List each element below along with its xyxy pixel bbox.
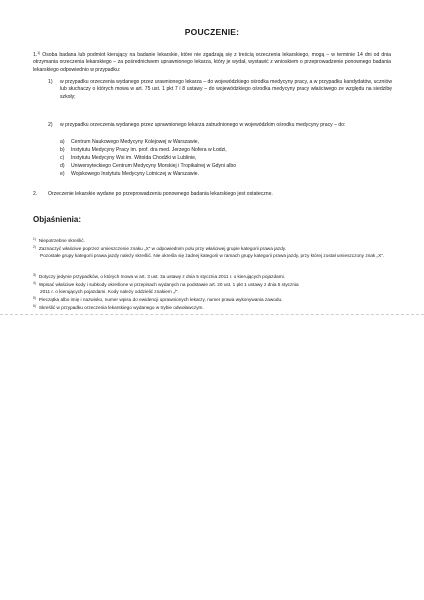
item-1-text: w przypadku orzeczenia wydanego przez urawnionego lekarza – do wojewódzkiego ośrodka medycyny pracy, a w przypadku kandydatów, uczniów lub słuchaczy o których mowa w art. 75 ust. 1 pkt 7 i 8 ustawy – do wojewódzkiego ośrodka medycyny pracy właściwego ze względu na siedzibę szkoły; xyxy=(60,79,392,100)
item-2-text: w przypadku orzeczenia wydanego przez uprawnionego lekarza zatrudnionego w wojewódzkim ośrodku medycyny pracy – do: xyxy=(60,122,346,128)
footnote-text-continued: Pozostałe grupy kategorii prawa jazdy należy skreślić. Nie określa się żadnej kategorii w ramach grupy kategorii prawa jazdy, przy której został umieszczony znak „X”. xyxy=(40,252,385,258)
footnote-ref: 1) xyxy=(37,51,41,55)
subitem-letter: b) xyxy=(60,147,65,153)
paragraph-1 xyxy=(33,50,391,74)
footnote-text: Niepotrzebne skreślić. xyxy=(38,238,85,243)
item-1-number: 1) xyxy=(48,79,53,85)
item-2-number: 2) xyxy=(48,122,53,128)
page-title: POUCZENIE: xyxy=(184,27,240,37)
subitem-b xyxy=(60,147,227,155)
subitem-letter: c) xyxy=(60,155,65,161)
paragraph-2-marker: 2. xyxy=(33,191,38,197)
footnote-mark: 5) xyxy=(33,296,36,300)
subitem-text: Instytutu Medycyny Wsi im. Witolda Chodźki w Lublinie, xyxy=(71,155,197,161)
explanations-heading: Objaśnienia: xyxy=(33,215,82,224)
footnote-mark: 1) xyxy=(33,237,36,241)
paragraph-1-text: Osoba badana lub podmiot kierujący na badanie lekarskie, które nie zgadzają się z treścią orzeczenia lekarskiego, mogą – w terminie 14 dni od dnia otrzymania orzeczenia lekarskiego – za pośrednictwem uprawnionego lekarza, który je wydał, wystawić z wnioskiem o przeprowadzenie ponownego badania lekarskiego odpowiednio w przypadku: xyxy=(33,52,391,73)
footnote-4 xyxy=(33,280,395,296)
footnote-text: Pieczątka albo imię i nazwisko, numer wpisu do ewidencji uprawnionych lekarzy, numer prawa wykonywania zawodu. xyxy=(38,297,283,302)
subitem-text: Wojskowego Instytutu Medycyny Lotniczej w Warszawie. xyxy=(71,171,199,177)
subitem-letter: d) xyxy=(60,163,65,169)
subitem-text: Instytutu Medycyny Pracy im. prof. dra med. Jerzego Nofera w Łodzi, xyxy=(71,147,227,153)
footnote-text: Dotyczy jedynie przypadków, o których mowa w art. 3 ust. 3a ustawy z dnia 5 stycznia 2011 r. o kierujących pojazdami. xyxy=(38,274,285,279)
paragraph-2-text: Orzeczenie lekarskie wydane po przeprowadzeniu ponownego badania lekarskiego jest ostateczne. xyxy=(48,191,273,197)
footnote-text-continued: 2011 r. o kierujących pojazdami. Kody należy oddzielić znakiem „/”. xyxy=(40,288,179,294)
footnote-mark: 2) xyxy=(33,245,36,249)
paragraph-1-marker: 1. xyxy=(33,52,38,58)
footnote-text: Wpisać właściwe kody i subkody określone w przepisach wydanych na podstawie art. 20 ust. 1 pkt 1 ustawy z dnia 5 stycznia xyxy=(38,282,299,287)
subitem-letter: a) xyxy=(60,139,65,145)
footnote-mark: 6) xyxy=(33,304,36,308)
footnote-text: Skreślić w przypadku orzeczenia lekarskiego wydanego w trybie odwoławczym. xyxy=(38,305,204,310)
subitem-text: Uniwersyteckiego Centrum Medycyny Morskiej i Tropikalnej w Gdyni albo xyxy=(71,163,237,169)
footnote-mark: 4) xyxy=(33,281,36,285)
subitem-letter: e) xyxy=(60,171,65,177)
fold-line xyxy=(0,314,424,315)
footnote-6 xyxy=(33,303,395,312)
subitem-text: Centrum Naukowego Medycyny Kolejowej w Warszawie, xyxy=(71,139,200,145)
subitem-c xyxy=(60,155,196,163)
footnote-2 xyxy=(33,244,395,260)
footnote-text: Zaznaczyć właściwe poprzez umieszczenie znaku „X” w odpowiednim polu przy właściwej grupie kategorii prawa jazdy. xyxy=(38,246,286,251)
footnote-mark: 3) xyxy=(33,273,36,277)
subitem-d xyxy=(60,163,236,171)
subitem-a xyxy=(60,139,199,147)
subitem-e xyxy=(60,171,199,179)
